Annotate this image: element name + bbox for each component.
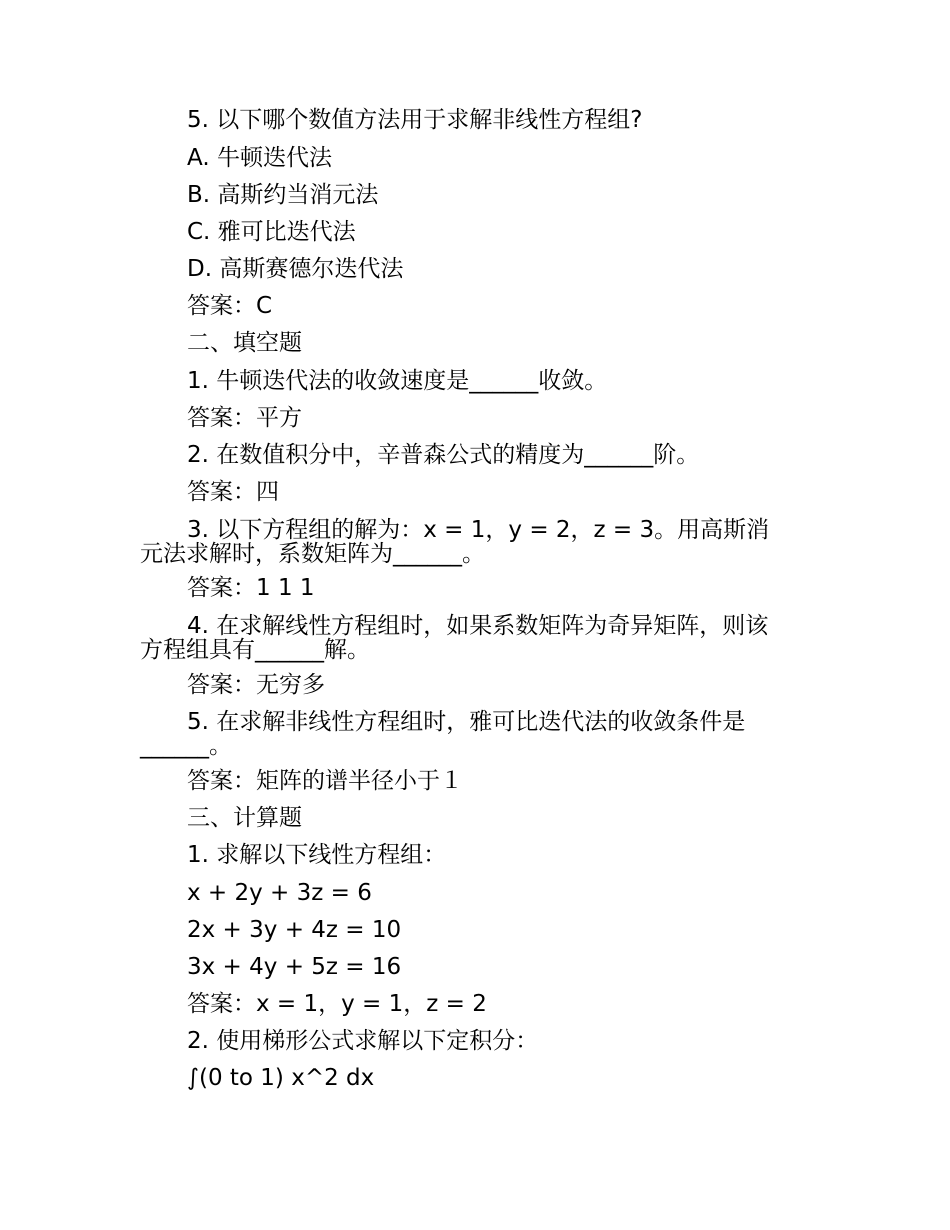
answer-q5: 答案：C	[187, 293, 273, 319]
calc-question-1: 1. 求解以下线性方程组：	[187, 842, 447, 868]
equation-1: x + 2y + 3z = 6	[187, 880, 372, 906]
fill-blank-question-5	[140, 710, 830, 758]
equation-3: 3x + 4y + 5z = 16	[187, 954, 402, 980]
integral-expression: ∫(0 to 1) x^2 dx	[187, 1065, 375, 1091]
fill-blank-question-2: 2. 在数值积分中，辛普森公式的精度为______阶。	[187, 442, 700, 468]
equation-2: 2x + 3y + 4z = 10	[187, 917, 402, 943]
fill-blank-answer-3: 答案：1 1 1	[187, 575, 315, 601]
fill-blank-question-4	[140, 614, 830, 662]
section-heading-fill-blank: 二、填空题	[187, 330, 302, 356]
option-c: C. 雅可比迭代法	[187, 219, 356, 245]
fill-blank-answer-1: 答案：平方	[187, 405, 302, 431]
fill-blank-question-5-line-2: ______。	[140, 733, 232, 759]
option-b: B. 高斯约当消元法	[187, 182, 379, 208]
fill-blank-question-3-line-1: 3. 以下方程组的解为：x = 1，y = 2，z = 3。用高斯消	[187, 517, 770, 543]
fill-blank-question-3	[140, 518, 830, 566]
option-a: A. 牛顿迭代法	[187, 145, 332, 171]
fill-blank-question-5-line-1: 5. 在求解非线性方程组时，雅可比迭代法的收敛条件是	[187, 709, 746, 735]
fill-blank-question-1: 1. 牛顿迭代法的收敛速度是______收敛。	[187, 368, 608, 394]
calc-question-2: 2. 使用梯形公式求解以下定积分：	[187, 1028, 539, 1054]
fill-blank-question-4-line-1: 4. 在求解线性方程组时，如果系数矩阵为奇异矩阵，则该	[187, 613, 769, 639]
fill-blank-question-3-line-2: 元法求解时，系数矩阵为______。	[140, 541, 485, 567]
option-d: D. 高斯赛德尔迭代法	[187, 256, 404, 282]
calc-answer-1: 答案：x = 1，y = 1，z = 2	[187, 991, 487, 1017]
section-heading-calculation: 三、计算题	[187, 805, 302, 831]
fill-blank-question-4-line-2: 方程组具有______解。	[140, 637, 370, 663]
question-5-multiple-choice: 5. 以下哪个数值方法用于求解非线性方程组?	[187, 107, 643, 133]
fill-blank-answer-2: 答案：四	[187, 479, 279, 505]
fill-blank-answer-4: 答案：无穷多	[187, 672, 325, 698]
fill-blank-answer-5: 答案：矩阵的谱半径小于１	[187, 768, 463, 794]
